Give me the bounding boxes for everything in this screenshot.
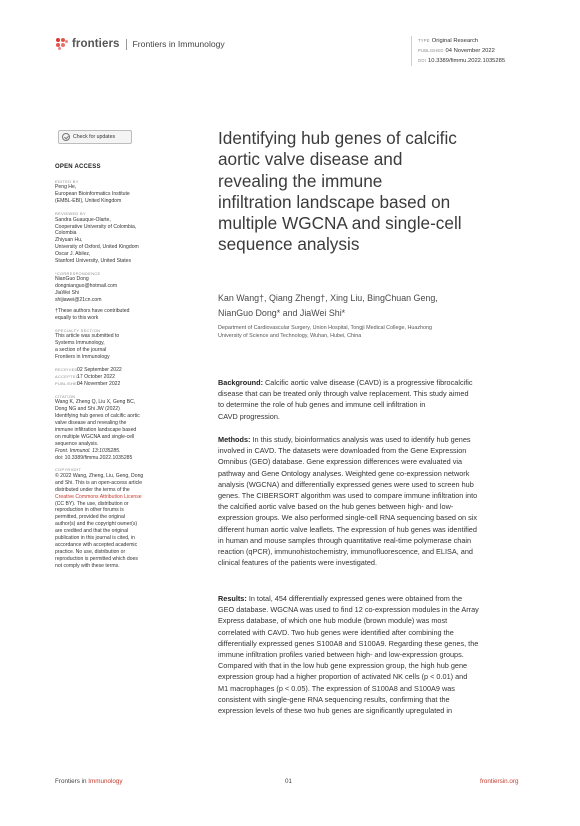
- footer-journal: Frontiers in Immunology: [55, 778, 123, 785]
- check-icon: [62, 133, 70, 141]
- background-heading: Background:: [218, 378, 263, 387]
- open-access-label: OPEN ACCESS: [55, 164, 101, 170]
- brand-name: frontiers: [72, 38, 120, 50]
- meta-doi: DOI 10.3389/fimmu.2022.1035285: [418, 58, 506, 64]
- abstract-results: Results: In total, 454 differentially expressed genes were obtained from the GEO database. WGCNA was used to find 12 co-expression modules in the Array Express database, of which one hub module (brown module) was most correlated with CAVD. Two hub genes were identified after combining the differentially expressed genes S100A8 and S100A9. Regarding these genes, the immune infiltration profiles varied between high- and low-expression groups. Compared with that in the low hub gene expression group, the high hub gene expression group had a higher proportion of activated NK cells (p < 0.01) and M1 macrophages (p < 0.05). The expression of S100A8 and S100A9 was consistent with single-gene RNA sequencing results, confirming that the expression levels of these two hub genes are significantly upregulated in: [218, 594, 479, 716]
- sidebar: [55, 164, 159, 570]
- abstract-methods: Methods: In this study, bioinformatics analysis was used to identify hub genes involved in CAVD. The datasets were downloaded from the Gene Expression Omnibus (GEO) database. Gene expression differences were evaluated via pathway and Gene Ontology analyses. Weighted gene co-expression network analysis (WGCNA) and differentially expressed genes were used to screen hub genes. The CIBERSORT algorithm was used to compare immune infiltration into the calcified aortic valve based on the hub genes between high- and low- expression groups. We also performed single-cell RNA sequencing based on six different human aortic valve leaflets. The expression of hub genes was identified in human and mouse samples through quantitative real-time polymerase chain reaction (qPCR), immunohistochemistry, immunofluorescence, and ELISA, and clinical features of the patients were investigated.: [218, 435, 478, 568]
- results-heading: Results:: [218, 594, 247, 603]
- license-link[interactable]: Creative Commons Attribution License: [55, 493, 142, 500]
- reviewed-by: Sandra Guauque-Olarte, Cooperative University of Colombia, Colombia Zhiyuan Hu, University of Oxford, United Kingdom Oscar J. Abilez, Stanford University, United States: [55, 216, 139, 265]
- frontiers-logo[interactable]: [56, 38, 225, 50]
- edited-by: Peng He, European Bioinformatics Institute (EMBL-EBI), United Kingdom: [55, 184, 130, 205]
- page-number: 01: [285, 778, 293, 785]
- dates: RECEIVED02 September 2022 ACCEPTED17 October 2022 PUBLISHED04 November 2022: [55, 367, 122, 387]
- correspondence-label: *CORRESPONDENCE: [55, 270, 101, 276]
- check-for-updates-label: Check for updates: [73, 134, 116, 140]
- doi-link[interactable]: doi: 10.3389/fimmu.2022.1035285: [55, 454, 133, 461]
- email-link-shi[interactable]: shijiawei@21cn.com: [55, 297, 102, 304]
- citation-label: CITATION: [55, 393, 76, 399]
- frontiers-logo-icon: [56, 38, 68, 50]
- copyright-label: COPYRIGHT: [55, 467, 82, 473]
- abstract-background: Background: Calcific aortic valve disease (CAVD) is a progressive fibrocalcific disease that can be treated only through valve replacement. This study aimed to determine the role of hub genes and immune cell infiltration in CAVD progression.: [218, 378, 473, 421]
- article-title: Identifying hub genes of calcific aortic valve disease and revealing the immune infiltration landscape based on multiple WGCNA and single-cell sequence analysis: [218, 128, 462, 255]
- meta-type: TYPE Original Research: [418, 38, 479, 44]
- specialty-label: SPECIALTY SECTION: [55, 327, 101, 333]
- equal-contribution-note: †These authors have contributed equally to this work: [55, 308, 130, 321]
- methods-heading: Methods:: [218, 435, 251, 444]
- article-meta: [411, 36, 505, 66]
- footer-site-link[interactable]: frontiersin.org: [480, 778, 519, 785]
- logo-divider: [126, 39, 127, 50]
- specialty-section: This article was submitted to Systems Immunology, a section of the journal Frontiers in Immunology: [55, 333, 120, 361]
- journal-name: Frontiers in Immunology: [132, 39, 225, 49]
- citation: Wang K, Zheng Q, Liu X, Geng BC, Dong NG and Shi JW (2022) Identifying hub genes of calcific aortic valve disease and revealing the immune infiltration landscape based on multiple WGCNA and single-cell sequence analysis. Front. Immunol. 13:1035285. doi: 10.3389/fimmu.2022.1035285: [55, 399, 159, 461]
- meta-published: PUBLISHED 04 November 2022: [418, 48, 495, 54]
- check-for-updates-button[interactable]: [58, 130, 132, 144]
- reviewed-by-label: REVIEWED BY: [55, 211, 86, 217]
- email-link-dong[interactable]: dongnianguo@hotmail.com: [55, 283, 118, 290]
- copyright: © 2022 Wang, Zheng, Liu, Geng, Dong and Shi. This is an open-access article distributed under the terms of the Creative Commons Attribution License (CC BY). The use, distribution or reproduction in other forums is permitted, provided the original author(s) and the copyright owner(s) are credited and that the original publication in this journal is cited, in accordance with accepted academic practice. No use, distribution or reproduction is permitted which does not comply with these terms.: [55, 473, 159, 570]
- edited-by-label: EDITED BY: [55, 178, 79, 184]
- affiliation: Department of Cardiovascular Surgery, Union Hospital, Tongji Medical College, Huazhong University of Science and Technology, Wuhan, Hubei, China: [218, 325, 433, 340]
- authors: Kan Wang†, Qiang Zheng†, Xing Liu, BingChuan Geng, NianGuo Dong* and JiaWei Shi*: [218, 293, 438, 318]
- correspondence: NianGuo Dong dongnianguo@hotmail.com JiaWei Shi shijiawei@21cn.com: [55, 276, 159, 304]
